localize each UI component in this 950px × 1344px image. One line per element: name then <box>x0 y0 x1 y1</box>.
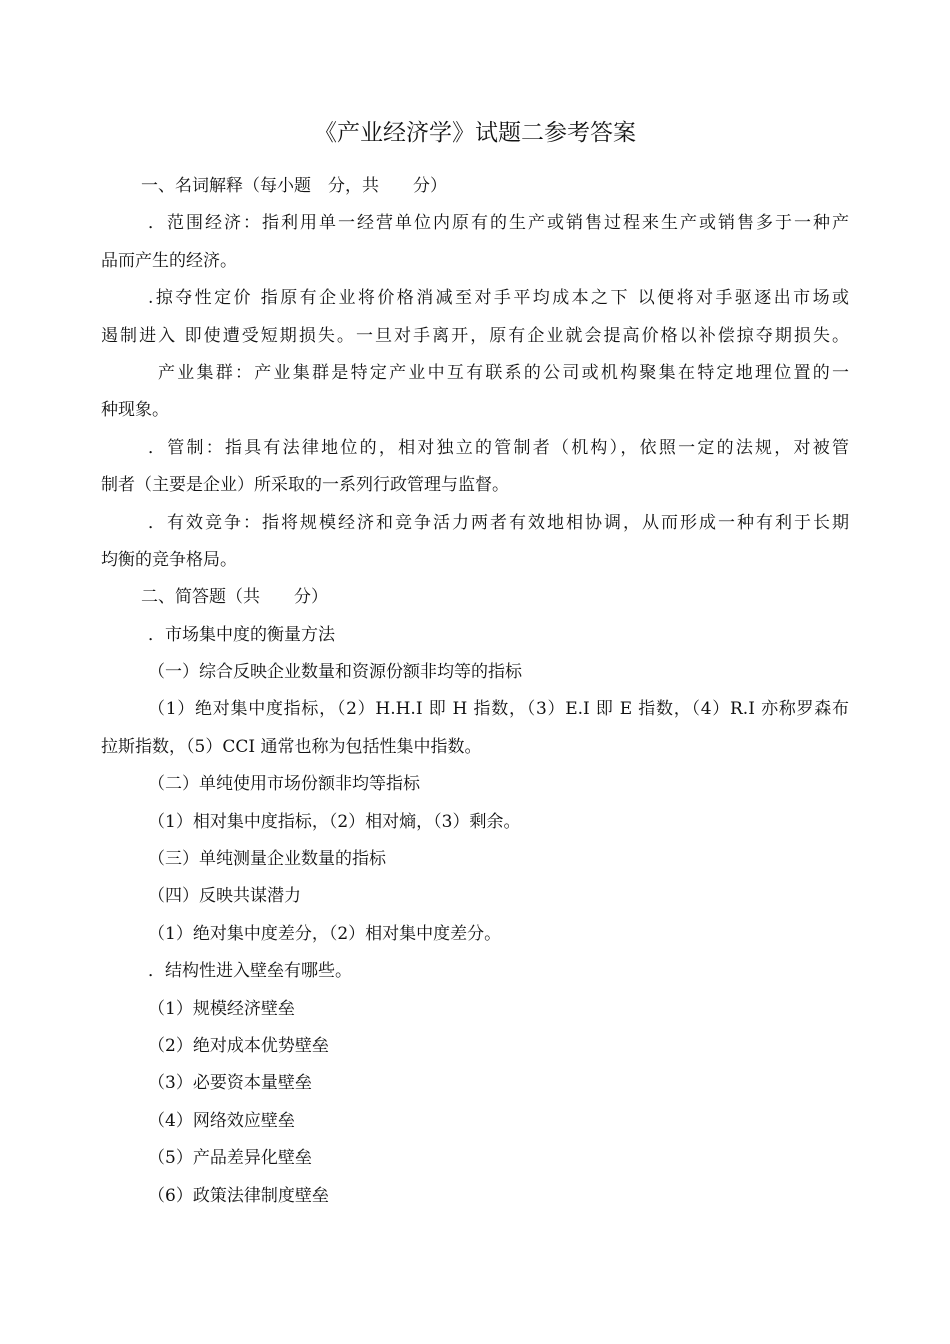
question-line: ．市场集中度的衡量方法 <box>148 624 335 645</box>
list-item: 拉斯指数，（5）CCI 通常也称为包括性集中指数。 <box>101 736 482 757</box>
list-item: （1）规模经济壁垒 <box>148 998 295 1019</box>
paragraph-line: 制者（主要是企业）所采取的一系列行政管理与监督。 <box>101 475 509 496</box>
paragraph-line: ．管制：指具有法律地位的，相对独立的管制者（机构），依照一定的法规，对被管 <box>148 437 849 458</box>
list-item: （三）单纯测量企业数量的指标 <box>148 849 386 870</box>
list-item: （2）绝对成本优势壁垒 <box>148 1035 329 1056</box>
paragraph-line: ．范围经济：指利用单一经营单位内原有的生产或销售过程来生产或销售多于一种产 <box>148 213 849 234</box>
section-heading-2: 二、简答题（共 分） <box>141 587 328 608</box>
list-item: （6）政策法律制度壁垒 <box>148 1185 329 1206</box>
question-line: ．结构性进入壁垒有哪些。 <box>148 961 352 982</box>
paragraph-line: ．有效竞争：指将规模经济和竞争活力两者有效地相协调，从而形成一种有利于长期 <box>148 512 849 533</box>
list-item: （1）相对集中度指标，（2）相对熵，（3）剩余。 <box>148 811 521 832</box>
section-heading-1: 一、名词解释（每小题 分，共 分） <box>141 176 447 196</box>
list-item: （4）网络效应壁垒 <box>148 1110 295 1131</box>
list-item: （四）反映共谋潜力 <box>148 886 301 907</box>
list-item: （3）必要资本量壁垒 <box>148 1073 312 1094</box>
list-item: （二）单纯使用市场份额非均等指标 <box>148 774 420 795</box>
paragraph-line: 均衡的竞争格局。 <box>101 549 237 570</box>
list-item: （一）综合反映企业数量和资源份额非均等的指标 <box>148 662 522 683</box>
paragraph-line: 遏制进入 即使遭受短期损失。一旦对手离开，原有企业就会提高价格以补偿掠夺期损失。 <box>101 325 849 346</box>
list-item: （1）绝对集中度差分，（2）相对集中度差分。 <box>148 923 502 944</box>
document-title: 《产业经济学》试题二参考答案 <box>314 120 636 146</box>
paragraph-line: 产业集群：产业集群是特定产业中互有联系的公司或机构聚集在特定地理位置的一 <box>158 362 849 383</box>
paragraph-line: 品而产生的经济。 <box>101 250 237 271</box>
list-item: （5）产品差异化壁垒 <box>148 1148 312 1169</box>
paragraph-line: 种现象。 <box>101 400 169 421</box>
list-item: （1）绝对集中度指标，（2）H.H.I 即 H 指数，（3）E.I 即 E 指数，（4）R.I 亦称罗森布 <box>148 699 849 720</box>
paragraph-line: .掠夺性定价 指原有企业将价格消减至对手平均成本之下 以便将对手驱逐出市场或 <box>148 288 849 309</box>
document-body <box>101 168 849 1215</box>
